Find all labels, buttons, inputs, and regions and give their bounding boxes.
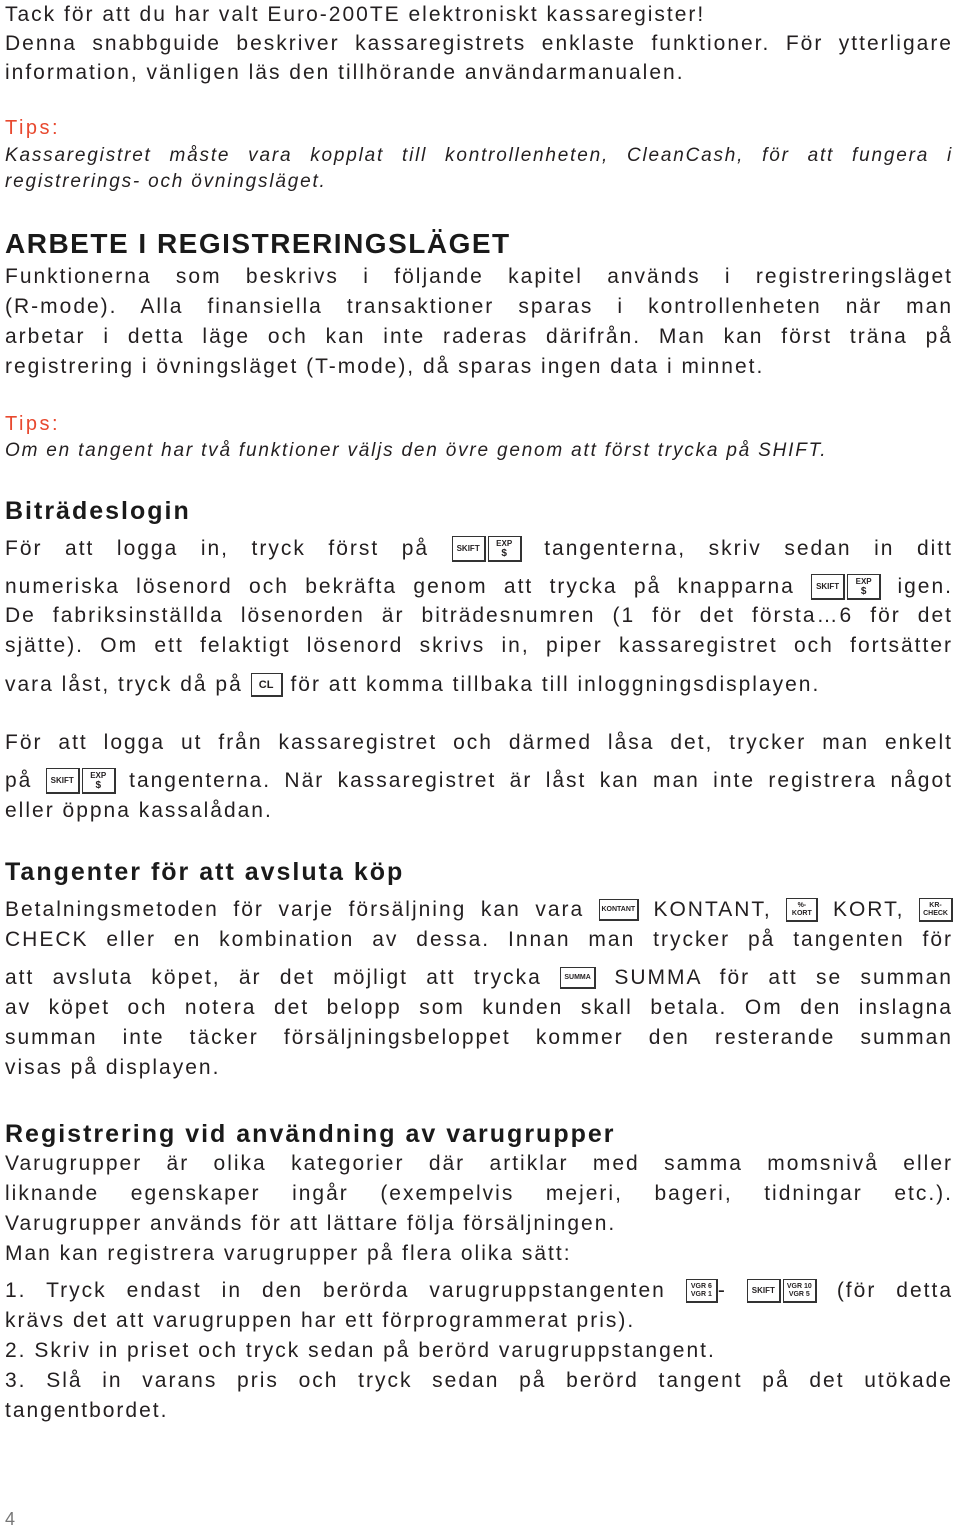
login-text: För att logga in, tryck först på xyxy=(5,537,430,560)
dept-groups-line-4: Man kan registrera varugrupper på flera olika sätt: xyxy=(5,1242,572,1265)
vgr6-vgr1-key-icon xyxy=(686,1279,718,1303)
section-heading-login: Biträdeslogin xyxy=(5,497,191,525)
payment-text: KONTANT, xyxy=(653,898,772,921)
skift-exp-keys xyxy=(452,536,522,562)
logout-text: tangenterna. När kassaregistret är låst kan man inte registrera något xyxy=(129,769,954,792)
intro-line-3: information, vänligen läs den tillhörande användarmanualen. xyxy=(5,61,685,84)
key-label: SKIFT xyxy=(816,582,840,592)
login-text: tangenterna, skriv sedan in ditt xyxy=(544,537,953,560)
key-label: VGR 10 xyxy=(786,1282,812,1290)
login-text: för att komma tillbaka till inloggningsdisplayen. xyxy=(290,673,821,696)
summa-key-icon xyxy=(560,967,596,989)
skift-exp-keys xyxy=(46,768,116,794)
key-label: KONTANT xyxy=(601,905,636,913)
kontant-key-icon xyxy=(599,899,639,921)
cl-key-icon xyxy=(251,673,283,697)
key-label: EXP xyxy=(90,770,107,780)
key-label: SKIFT xyxy=(751,1286,775,1296)
key-label: $ xyxy=(501,547,507,559)
key-label: CL xyxy=(258,678,274,691)
key-label: SKIFT xyxy=(50,776,74,786)
dept-groups-line-8: 3. Slå in varans pris och tryck sedan på berörd tangent på det utökade xyxy=(5,1369,953,1392)
skift-vgr10-keys xyxy=(747,1279,817,1303)
payment-text: KORT, xyxy=(832,898,905,921)
payment-text: SUMMA för att se summan xyxy=(614,966,953,989)
section-heading-registration-mode: ARBETE I REGISTRERINGSLÄGET xyxy=(5,228,511,259)
key-label: EXP xyxy=(496,538,513,548)
logout-line-1: För att logga ut från kassaregistret och därmed låsa det, trycker man enkelt xyxy=(5,731,953,754)
payment-line-6: visas på displayen. xyxy=(5,1056,221,1079)
skift-key-icon xyxy=(747,1279,781,1303)
payment-text: Betalningsmetoden för varje försäljning kan vara xyxy=(5,898,585,921)
key-label: KR- xyxy=(929,901,942,909)
key-label: KORT xyxy=(791,909,812,917)
login-text: vara låst, tryck då på xyxy=(5,673,243,696)
exp-dollar-key-icon xyxy=(82,768,116,794)
key-label: VGR 1 xyxy=(690,1290,712,1298)
login-text: numeriska lösenord och bekräfta genom att trycka på knapparna xyxy=(5,575,795,598)
skift-key-icon xyxy=(452,536,486,562)
skift-key-icon xyxy=(811,574,845,600)
payment-line-4: av köpet och notera det belopp som kunden skall betala. Om den inslagna xyxy=(5,996,953,1019)
dept-groups-text: (för detta xyxy=(836,1279,953,1302)
logout-line-2 xyxy=(5,766,953,796)
tip-shift-text: Om en tangent har två funktioner väljs den övre genom att först trycka på SHIFT. xyxy=(5,440,828,461)
key-label: SUMMA xyxy=(564,973,591,981)
section-heading-dept-groups: Registrering vid användning av varugrupper xyxy=(5,1120,616,1148)
login-line-1 xyxy=(5,534,953,564)
dept-groups-line-2: liknande egenskaper ingår (exempelvis mejeri, bageri, tidningar etc.). xyxy=(5,1182,953,1205)
tip-cleancash-line-2: registrerings- och övningsläget. xyxy=(5,171,327,192)
login-text: igen. xyxy=(897,575,953,598)
dash: - xyxy=(717,1279,727,1302)
key-label: EXP xyxy=(855,576,872,586)
registration-mode-line-1: Funktionerna som beskrivs i följande kapitel används i registreringsläget xyxy=(5,265,953,288)
logout-text: på xyxy=(5,769,33,792)
skift-exp-keys xyxy=(811,574,881,600)
tip-label: Tips: xyxy=(5,117,61,139)
payment-line-2: CHECK eller en kombination av dessa. Innan man trycker på tangenten för xyxy=(5,928,953,951)
kort-key-icon xyxy=(786,898,818,922)
tip-cleancash-line-1: Kassaregistret måste vara kopplat till kontrollenheten, CleanCash, för att fungera i xyxy=(5,145,953,166)
key-label: $ xyxy=(95,779,102,791)
dept-groups-line-3: Varugrupper används för att lättare följa försäljningen. xyxy=(5,1212,617,1235)
payment-line-5: summan inte täcker försäljningsbeloppet kommer den resterande summan xyxy=(5,1026,953,1049)
login-line-4: sjätte). Om ett felaktigt lösenord skrivs in, piper kassaregistret och fortsätter xyxy=(5,634,953,657)
login-line-5 xyxy=(5,670,953,700)
intro-line-1: Tack för att du har valt Euro-200TE elektroniskt kassaregister! xyxy=(5,3,706,26)
dept-groups-line-7: 2. Skriv in priset och tryck sedan på berörd varugruppstangent. xyxy=(5,1339,716,1362)
login-line-3: De fabriksinställda lösenorden är biträdesnumren (1 för det första…6 för det xyxy=(5,604,953,627)
login-line-2 xyxy=(5,572,953,602)
key-label: CHECK xyxy=(923,909,948,917)
dept-groups-line-6: krävs det att varugruppen har ett förprogrammerat pris). xyxy=(5,1309,636,1332)
intro-line-2: Denna snabbguide beskriver kassaregistrets enklaste funktioner. För ytterligare xyxy=(5,32,953,55)
check-key-icon xyxy=(919,898,953,922)
skift-key-icon xyxy=(46,768,80,794)
page-number: 4 xyxy=(5,1509,16,1529)
key-label: VGR 5 xyxy=(788,1290,810,1298)
dept-groups-text: 1. Tryck endast in den berörda varugruppstangenten xyxy=(5,1279,666,1302)
vgr10-vgr5-key-icon xyxy=(783,1279,817,1303)
exp-dollar-key-icon xyxy=(488,536,522,562)
payment-line-1 xyxy=(5,895,953,925)
key-label: %- xyxy=(797,901,807,909)
dept-groups-line-9: tangentbordet. xyxy=(5,1399,169,1422)
exp-dollar-key-icon xyxy=(847,574,881,600)
dept-groups-line-1: Varugrupper är olika kategorier där artiklar med samma momsnivå eller xyxy=(5,1152,953,1175)
payment-text: att avsluta köpet, är det möjligt att trycka xyxy=(5,966,542,989)
registration-mode-line-4: registrering i övningsläget (T-mode), då sparas ingen data i minnet. xyxy=(5,355,765,378)
key-label: VGR 6 xyxy=(690,1282,712,1290)
key-label: SKIFT xyxy=(456,544,480,554)
dept-groups-line-5 xyxy=(5,1276,953,1306)
section-heading-payment-keys: Tangenter för att avsluta köp xyxy=(5,858,405,886)
payment-line-3 xyxy=(5,963,953,993)
registration-mode-line-2: (R-mode). Alla finansiella transaktioner sparas i kontrollenheten när man xyxy=(5,295,953,318)
logout-line-3: eller öppna kassalådan. xyxy=(5,799,273,822)
tip-label: Tips: xyxy=(5,413,61,435)
registration-mode-line-3: arbetar i detta läge och kan inte raderas därifrån. Man kan först träna på xyxy=(5,325,953,348)
key-label: $ xyxy=(860,585,867,597)
